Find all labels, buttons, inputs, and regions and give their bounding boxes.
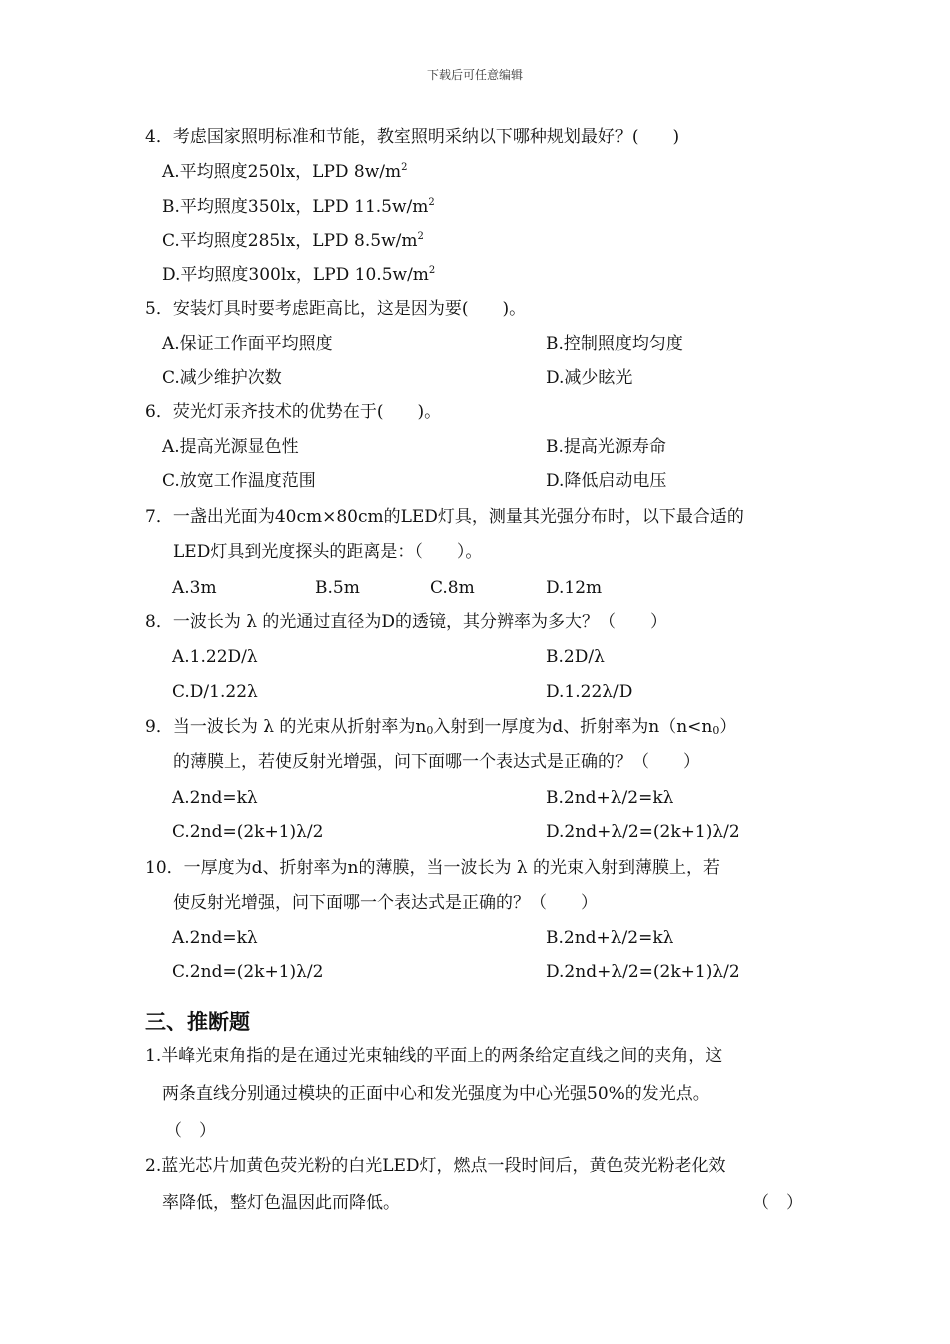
question-4-option-b: B.平均照度350lx，LPD $11.5w/m^2$ bbox=[162, 197, 435, 217]
question-7-option-a: A.3m bbox=[172, 578, 217, 598]
judgement-2-line-2: 率降低，整灯色温因此而降低。 bbox=[162, 1193, 400, 1213]
question-6-option-d: D.降低启动电压 bbox=[546, 471, 667, 491]
question-7-option-d: D.12m bbox=[546, 578, 603, 598]
question-8-option-b: B.2D/λ bbox=[546, 647, 605, 667]
judgement-2-line-1: 2.蓝光芯片加黄色荧光粉的白光LED灯，燃点一段时间后，黄色荧光粉老化效 bbox=[145, 1156, 726, 1176]
question-4-option-d: D.平均照度300lx，LPD $10.5w/m^2$ bbox=[162, 265, 436, 285]
judgement-1-answer-bracket: （ ） bbox=[165, 1121, 216, 1141]
page-header: 下载后可任意编辑 bbox=[426, 68, 523, 82]
question-7-option-b: B.5m bbox=[315, 578, 360, 598]
section-title-judgement: 三、推断题 bbox=[145, 1010, 250, 1034]
question-9-option-a: A.2nd=kλ bbox=[172, 788, 258, 808]
question-4-option-a: A.平均照度250lx，LPD $8w/m^2$ bbox=[162, 162, 408, 182]
question-10-option-b: B.2nd+λ/2=kλ bbox=[546, 928, 674, 948]
question-10-option-a: A.2nd=kλ bbox=[172, 928, 258, 948]
question-9-option-b: B.2nd+λ/2=kλ bbox=[546, 788, 674, 808]
question-10-stem-line-2: 使反射光增强，问下面哪一个表达式是正确的？（ ） bbox=[173, 893, 598, 913]
question-7-option-c: C.8m bbox=[430, 578, 475, 598]
question-7-stem-line-2: LED灯具到光度探头的距离是：（ ）。 bbox=[173, 542, 483, 562]
question-5-option-d: D.减少眩光 bbox=[546, 368, 633, 388]
question-8-option-c: C.D/1.22λ bbox=[172, 682, 258, 702]
question-6-option-a: A.提高光源显色性 bbox=[162, 437, 299, 457]
question-5-stem: 5．安装灯具时要考虑距高比，这是因为要( )。 bbox=[145, 299, 527, 319]
question-5-option-b: B.控制照度均匀度 bbox=[546, 334, 683, 354]
question-9-option-c: C.2nd=(2k+1)λ/2 bbox=[172, 822, 324, 842]
question-10-option-c: C.2nd=(2k+1)λ/2 bbox=[172, 962, 324, 982]
judgement-1-line-2: 两条直线分别通过模块的正面中心和发光强度为中心光强50%的发光点。 bbox=[162, 1084, 710, 1104]
question-4-option-c: C.平均照度285lx，LPD $8.5w/m^2$ bbox=[162, 231, 424, 251]
question-10-option-d: D.2nd+λ/2=(2k+1)λ/2 bbox=[546, 962, 740, 982]
question-9-stem-line-1: 9．当一波长为 λ 的光束从折射率为$n_0$入射到一厚度为d、折射率为$n(n<n_0)$ bbox=[145, 717, 737, 737]
question-8-option-a: A.1.22D/λ bbox=[172, 647, 258, 667]
question-6-option-c: C.放宽工作温度范围 bbox=[162, 471, 316, 491]
question-7-stem-line-1: 7．一盏出光面为40cm×80cm的LED灯具，测量其光强分布时，以下最合适的 bbox=[145, 507, 744, 527]
judgement-1-line-1: 1.半峰光束角指的是在通过光束轴线的平面上的两条给定直线之间的夹角，这 bbox=[145, 1046, 723, 1066]
question-9-option-d: D.2nd+λ/2=(2k+1)λ/2 bbox=[546, 822, 740, 842]
question-6-option-b: B.提高光源寿命 bbox=[546, 437, 666, 457]
question-8-option-d: D.1.22λ/D bbox=[546, 682, 633, 702]
question-5-option-a: A.保证工作面平均照度 bbox=[162, 334, 333, 354]
question-4-stem: 4．考虑国家照明标准和节能，教室照明采纳以下哪种规划最好？( ) bbox=[145, 127, 680, 147]
question-5-option-c: C.减少维护次数 bbox=[162, 368, 282, 388]
judgement-2-answer-bracket: （ ） bbox=[752, 1193, 803, 1213]
question-9-stem-line-2: 的薄膜上，若使反射光增强，问下面哪一个表达式是正确的？（ ） bbox=[173, 752, 700, 772]
question-10-stem-line-1: 10．一厚度为d、折射率为n的薄膜，当一波长为 λ 的光束入射到薄膜上，若 bbox=[145, 858, 721, 878]
question-6-stem: 6．荧光灯汞齐技术的优势在于( )。 bbox=[145, 402, 442, 422]
question-8-stem: 8．一波长为 λ 的光通过直径为D的透镜，其分辨率为多大？（ ） bbox=[145, 612, 668, 632]
